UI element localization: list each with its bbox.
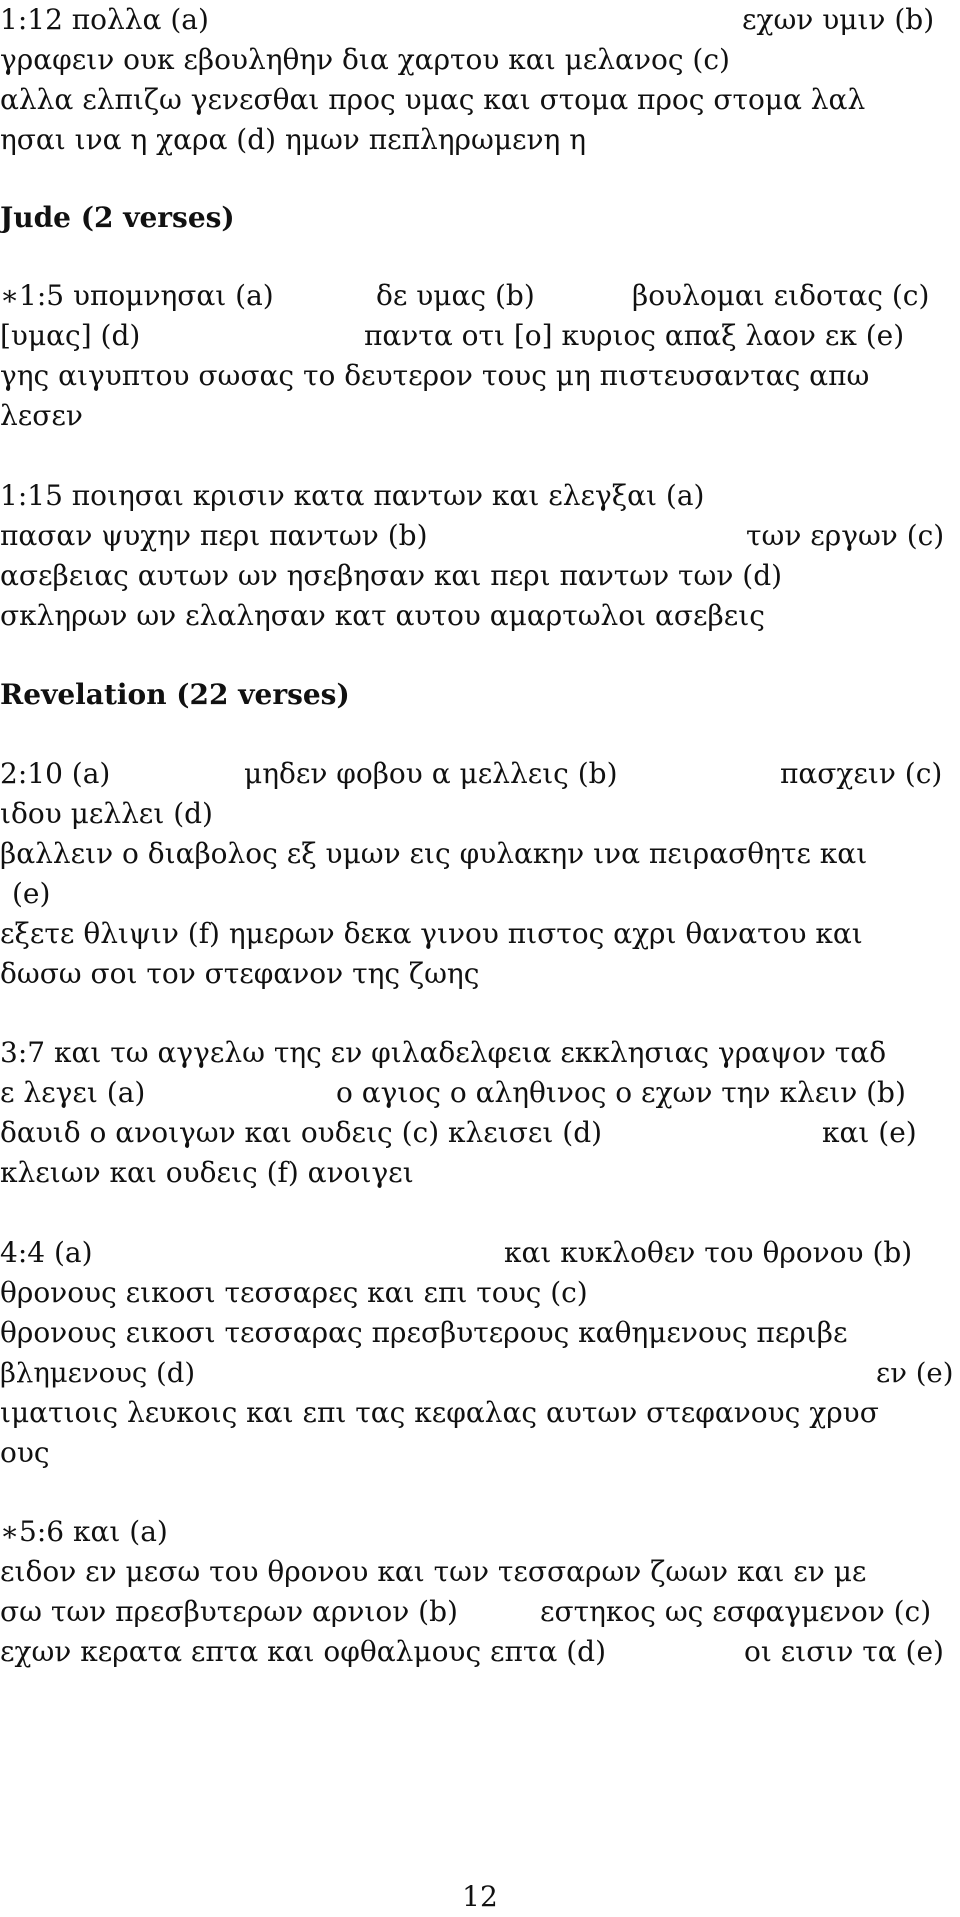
line-segment: εν (e) [876,1357,954,1389]
line-segment: σω των πρεσβυτερων αρνιον (b) [0,1595,458,1628]
line-segment: ειδον εν μεσω του θρονου και των τεσσαρων ζωων και εν με [0,1555,867,1588]
line-segment: αλλα ελπιζω γενεσθαι προς υμας και στομα προς στομα λαλ [0,83,866,116]
line-segment: βλημενους (d) [0,1357,196,1389]
text-line [0,1433,960,1473]
text-line [0,1273,960,1313]
line-segment: σκληρων ων ελαλησαν κατ αυτου αμαρτωλοι ασεβεις [0,599,765,632]
heading-text: Jude (2 verses) [0,201,235,234]
text-line [0,40,960,80]
text-line [0,1552,960,1592]
text-line [0,834,960,874]
verse-rev-2-10 [0,754,960,994]
section-heading [0,675,960,715]
page-number: 12 [462,1880,498,1913]
line-segment: δαυιδ ο ανοιγων και ουδεις (c) κλεισει (d) [0,1116,603,1149]
line-segment: ησαι ινα η χαρα (d) ημων πεπληρωμενη η [0,123,587,156]
text-line [0,596,960,636]
line-segment: γης αιγυπτου σωσας το δευτερον τους μη πιστευσαντας απω [0,359,870,392]
text-line [0,1233,960,1273]
text-line [0,1313,960,1353]
text-line [0,1113,960,1153]
book-heading-jude [0,198,960,238]
text-line [0,1153,960,1193]
line-segment: οι εισιν τα (e) [744,1635,944,1668]
heading-text: Revelation (22 verses) [0,678,350,711]
line-segment: δωσω σοι τον στεφανον της ζωης [0,957,480,990]
text-line [0,1033,960,1073]
line-segment: βαλλειν ο διαβολος εξ υμων εις φυλακην ινα πειρασθητε και [0,837,868,870]
text-line [0,754,960,794]
verse-rev-3-7 [0,1033,960,1193]
verse-jude-1-5 [0,276,960,436]
line-segment: βουλομαι ειδοτας (c) [632,279,930,312]
verse-2john-1-12 [0,0,960,160]
line-segment: κλειων και ουδεις (f) ανοιγει [0,1156,414,1189]
line-segment: και κυκλοθεν του θρονου (b) [504,1236,913,1269]
verse-ref: 2:10 (a) [0,757,111,790]
text-line [0,276,960,316]
line-segment: εστηκος ως εσφαγμενον (c) [540,1595,932,1628]
line-segment: θρονους εικοσι τεσσαρες και επι τους (c) [0,1276,588,1309]
text-line [0,80,960,120]
text-line [0,0,960,40]
verse-ref: ∗5:6 και (a) [0,1515,168,1548]
line-segment: πασχειν (c) [780,757,943,790]
text-line [0,556,960,596]
text-line [0,316,960,356]
line-segment: εχων υμιν (b) [742,3,935,36]
text-line [0,874,960,914]
text-line [0,954,960,994]
line-segment: ασεβειας αυτων ων ησεβησαν και περι παντων των (d) [0,559,783,592]
text-line [0,396,960,436]
line-segment: ε λεγει (a) [0,1076,146,1109]
line-segment: των εργων (c) [746,519,945,552]
text-line [0,1073,960,1113]
text-line [0,356,960,396]
verse-ref: 1:12 πολλα (a) [0,3,209,36]
line-segment: εξετε θλιψιν (f) ημερων δεκα γινου πιστος αχρι θανατου και [0,917,863,950]
text-line [0,476,960,516]
verse-ref: 1:15 ποιησαι κρισιν κατα παντων και ελεγξαι (a) [0,479,705,512]
text-line [0,914,960,954]
book-heading-revelation [0,675,960,715]
verse-rev-4-4 [0,1233,960,1473]
line-segment: (e) [12,877,51,910]
line-segment: πασαν ψυχην περι παντων (b) [0,519,428,552]
line-segment: ους [0,1436,50,1469]
text-line [0,1632,960,1672]
text-line [0,120,960,160]
text-line [0,1393,960,1433]
line-segment: δε υμας (b) [376,279,535,312]
text-line [0,1353,960,1393]
line-segment: παντα οτι [ο] κυριος απαξ λαον εκ (e) [364,319,905,352]
line-segment: θρονους εικοσι τεσσαρας πρεσβυτερους καθημενους περιβε [0,1316,848,1349]
text-line [0,516,960,556]
line-segment: ιματιοις λευκοις και επι τας κεφαλας αυτων στεφανους χρυσ [0,1396,879,1429]
line-segment: [υμας] (d) [0,319,141,352]
line-segment: μηδεν φοβου α μελλεις (b) [244,757,618,790]
text-line [0,1592,960,1632]
line-segment: λεσεν [0,399,83,432]
line-segment: εχων κερατα επτα και οφθαλμους επτα (d) [0,1635,607,1668]
line-segment: γραφειν ουκ εβουληθην δια χαρτου και μελανος (c) [0,43,730,76]
verse-ref: ∗1:5 υπομνησαι (a) [0,279,274,312]
line-segment: ο αγιος ο αληθινος ο εχων την κλειν (b) [336,1076,906,1109]
line-segment: ιδου μελλει (d) [0,797,213,830]
verse-ref: 3:7 και τω αγγελω της εν φιλαδελφεια εκκλησιας γραψον ταδ [0,1036,887,1069]
verse-rev-5-6 [0,1512,960,1672]
text-line [0,1512,960,1552]
line-segment: και (e) [822,1116,917,1149]
verse-ref: 4:4 (a) [0,1236,93,1269]
verse-jude-1-15 [0,476,960,636]
text-line [0,794,960,834]
section-heading [0,198,960,238]
